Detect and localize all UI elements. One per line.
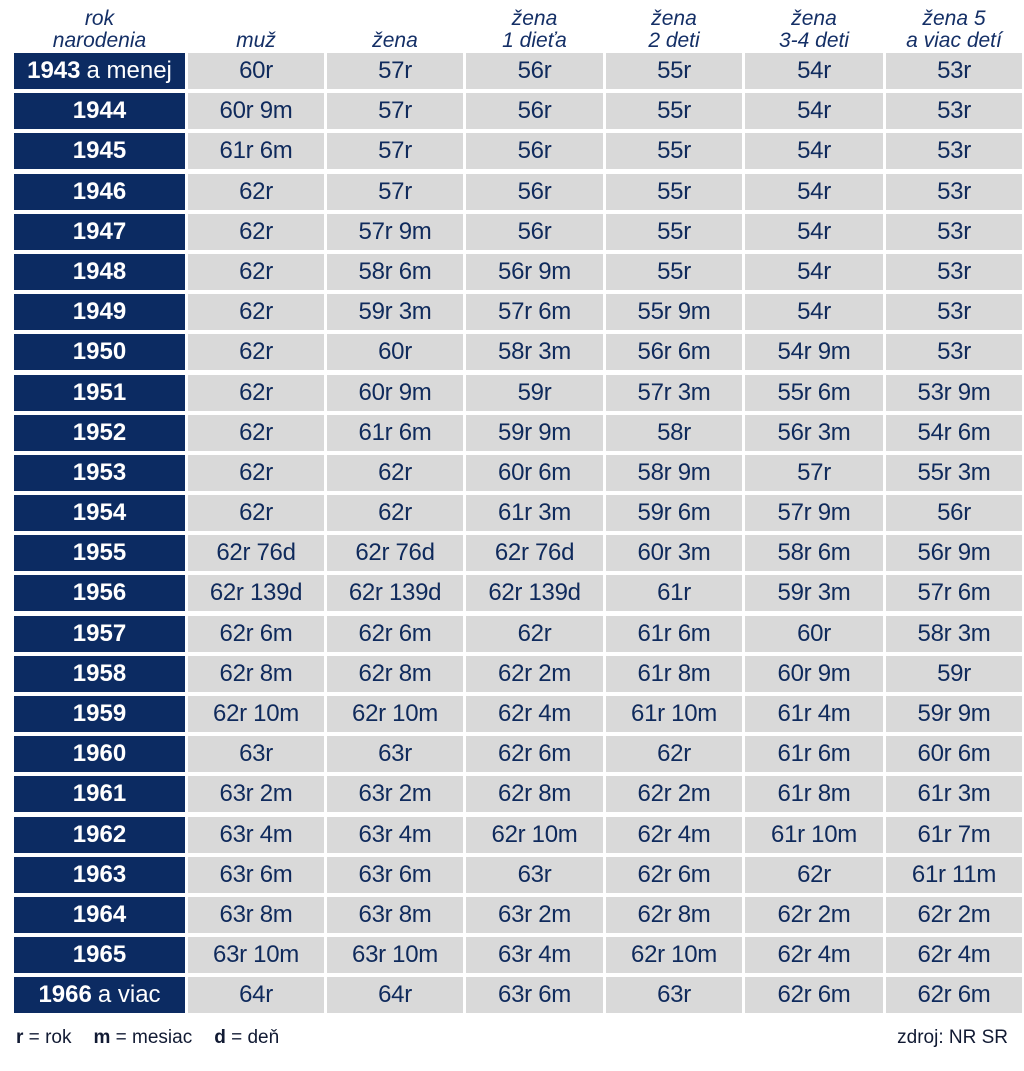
retirement-age-cell: 62r 6m: [188, 616, 324, 652]
retirement-age-cell: 62r: [188, 254, 324, 290]
retirement-age-cell: 62r 10m: [466, 817, 603, 853]
birth-year-cell: [14, 535, 185, 571]
retirement-age-cell: 56r 9m: [886, 535, 1022, 571]
legend-key: m: [93, 1027, 111, 1048]
retirement-age-cell: 62r 10m: [327, 696, 463, 732]
header-woman-1-child: [466, 8, 603, 52]
birth-year: 1962: [72, 820, 127, 848]
retirement-age-cell: 59r: [886, 656, 1022, 692]
retirement-age-cell: 62r 6m: [606, 857, 742, 893]
birth-year: 1945: [72, 137, 127, 165]
header-line: 3-4 deti: [778, 29, 850, 52]
retirement-age-cell: 62r: [188, 174, 324, 210]
retirement-age-cell: 62r 76d: [188, 535, 324, 571]
retirement-age-cell: 63r 4m: [466, 937, 603, 973]
birth-year-cell: [14, 656, 185, 692]
retirement-age-cell: 62r: [188, 334, 324, 370]
retirement-age-cell: 53r: [886, 174, 1022, 210]
retirement-age-cell: 55r 3m: [886, 455, 1022, 491]
birth-year-cell: [14, 857, 185, 893]
birth-year-cell: [14, 977, 185, 1013]
source-note: zdroj: NR SR: [897, 1027, 1008, 1048]
header-line: rok: [84, 7, 115, 30]
legend-label: deň: [247, 1027, 280, 1048]
retirement-age-cell: 59r: [466, 375, 603, 411]
retirement-age-cell: 57r: [327, 93, 463, 129]
birth-year: 1947: [72, 217, 127, 245]
retirement-age-cell: 63r 10m: [327, 937, 463, 973]
retirement-age-cell: 62r 8m: [188, 656, 324, 692]
header-line: narodenia: [52, 29, 147, 52]
retirement-age-cell: 57r: [327, 133, 463, 169]
birth-year: 1944: [72, 97, 127, 125]
retirement-age-cell: 62r 76d: [466, 535, 603, 571]
retirement-age-cell: 61r 3m: [466, 495, 603, 531]
retirement-age-cell: 54r: [745, 214, 883, 250]
header-man: [188, 8, 324, 52]
birth-year-cell: [14, 93, 185, 129]
retirement-age-cell: 61r 6m: [606, 616, 742, 652]
retirement-age-cell: 61r 8m: [606, 656, 742, 692]
retirement-age-cell: 64r: [327, 977, 463, 1013]
retirement-age-cell: 60r: [745, 616, 883, 652]
retirement-age-cell: 61r 8m: [745, 776, 883, 812]
retirement-age-cell: 62r 139d: [188, 575, 324, 611]
legend-separator: =: [225, 1027, 248, 1048]
birth-year: 1949: [72, 298, 127, 326]
retirement-age-cell: 61r 10m: [745, 817, 883, 853]
retirement-age-cell: 56r 3m: [745, 415, 883, 451]
retirement-age-cell: 60r 9m: [188, 93, 324, 129]
retirement-age-cell: 53r 9m: [886, 375, 1022, 411]
birth-year: 1954: [72, 499, 127, 527]
legend-item: [93, 1027, 192, 1048]
legend-separator: =: [23, 1027, 46, 1048]
birth-year: 1956: [72, 579, 127, 607]
retirement-age-cell: 60r 9m: [327, 375, 463, 411]
legend-item: [16, 1027, 71, 1048]
header-line: žena: [651, 7, 697, 30]
retirement-age-cell: 56r: [466, 53, 603, 89]
retirement-age-cell: 54r: [745, 53, 883, 89]
retirement-age-cell: 62r: [188, 455, 324, 491]
birth-year: 1946: [72, 177, 127, 205]
retirement-age-cell: 62r 139d: [466, 575, 603, 611]
retirement-age-cell: 55r 9m: [606, 294, 742, 330]
retirement-age-cell: 62r 2m: [886, 897, 1022, 933]
retirement-age-cell: 62r 8m: [466, 776, 603, 812]
retirement-age-cell: 55r: [606, 254, 742, 290]
retirement-age-cell: 53r: [886, 214, 1022, 250]
retirement-age-cell: 63r: [606, 977, 742, 1013]
retirement-age-cell: 63r 8m: [188, 897, 324, 933]
retirement-age-cell: 54r 6m: [886, 415, 1022, 451]
retirement-age-cell: 62r: [188, 415, 324, 451]
birth-year-cell: [14, 53, 185, 89]
retirement-age-cell: 56r: [466, 133, 603, 169]
retirement-age-cell: 54r: [745, 254, 883, 290]
retirement-age-cell: 62r: [466, 616, 603, 652]
birth-year-cell: [14, 736, 185, 772]
retirement-age-cell: 59r 6m: [606, 495, 742, 531]
retirement-age-cell: 61r 7m: [886, 817, 1022, 853]
legend-label: rok: [45, 1027, 72, 1048]
header-line: 2 deti: [648, 29, 700, 52]
birth-year-cell: [14, 415, 185, 451]
footer: [16, 1025, 1008, 1051]
retirement-age-cell: 58r: [606, 415, 742, 451]
retirement-age-cell: 63r 4m: [327, 817, 463, 853]
retirement-age-cell: 62r: [188, 294, 324, 330]
retirement-age-cell: 59r 3m: [745, 575, 883, 611]
birth-year-cell: [14, 375, 185, 411]
retirement-age-cell: 58r 3m: [466, 334, 603, 370]
retirement-age-cell: 62r 8m: [606, 897, 742, 933]
retirement-age-cell: 54r: [745, 294, 883, 330]
birth-year-cell: [14, 616, 185, 652]
birth-year-cell: [14, 937, 185, 973]
legend-item: [214, 1027, 279, 1048]
retirement-age-cell: 62r 139d: [327, 575, 463, 611]
retirement-age-cell: 60r 6m: [466, 455, 603, 491]
retirement-age-cell: 62r 76d: [327, 535, 463, 571]
retirement-age-cell: 53r: [886, 53, 1022, 89]
retirement-age-cell: 53r: [886, 93, 1022, 129]
retirement-age-cell: 57r 3m: [606, 375, 742, 411]
birth-year-cell: [14, 174, 185, 210]
retirement-age-cell: 62r 6m: [466, 736, 603, 772]
retirement-age-cell: 56r: [886, 495, 1022, 531]
birth-year: 1960: [72, 740, 127, 768]
header-line: a viac detí: [906, 29, 1002, 52]
header-line: muž: [236, 29, 276, 52]
retirement-age-cell: 61r: [606, 575, 742, 611]
birth-year-cell: [14, 334, 185, 370]
retirement-age-cell: 57r 6m: [886, 575, 1022, 611]
retirement-age-cell: 57r: [327, 174, 463, 210]
header-line: žena: [372, 29, 418, 52]
retirement-age-cell: 56r 9m: [466, 254, 603, 290]
retirement-age-cell: 58r 9m: [606, 455, 742, 491]
retirement-age-cell: 62r: [327, 495, 463, 531]
legend-label: mesiac: [132, 1027, 193, 1048]
retirement-age-cell: 55r: [606, 133, 742, 169]
retirement-age-cell: 62r 6m: [886, 977, 1022, 1013]
retirement-age-cell: 63r 2m: [188, 776, 324, 812]
retirement-age-cell: 61r 6m: [745, 736, 883, 772]
birth-year-cell: [14, 254, 185, 290]
retirement-age-cell: 59r 3m: [327, 294, 463, 330]
retirement-age-cell: 63r 8m: [327, 897, 463, 933]
retirement-age-cell: 58r 6m: [327, 254, 463, 290]
birth-year: 1951: [72, 378, 127, 406]
birth-year: 1953: [72, 458, 127, 486]
retirement-age-cell: 55r: [606, 174, 742, 210]
retirement-age-cell: 61r 3m: [886, 776, 1022, 812]
birth-year: 1966: [38, 981, 92, 1009]
retirement-age-cell: 63r 6m: [188, 857, 324, 893]
header-woman-3-4-children: [745, 8, 883, 52]
retirement-age-cell: 54r: [745, 133, 883, 169]
birth-year-cell: [14, 897, 185, 933]
birth-year-cell: [14, 294, 185, 330]
birth-year: 1957: [72, 619, 127, 647]
retirement-age-cell: 62r: [188, 375, 324, 411]
header-line: žena: [791, 7, 837, 30]
header-line: žena 5: [922, 7, 986, 30]
birth-year-cell: [14, 776, 185, 812]
retirement-age-cell: 54r 9m: [745, 334, 883, 370]
retirement-age-cell: 61r 11m: [886, 857, 1022, 893]
retirement-age-cell: 63r 2m: [327, 776, 463, 812]
retirement-age-cell: 62r 10m: [606, 937, 742, 973]
retirement-age-cell: 64r: [188, 977, 324, 1013]
retirement-age-cell: 55r: [606, 93, 742, 129]
retirement-age-cell: 62r 4m: [886, 937, 1022, 973]
retirement-age-cell: 56r: [466, 214, 603, 250]
retirement-age-cell: 63r 2m: [466, 897, 603, 933]
retirement-age-cell: 60r 3m: [606, 535, 742, 571]
header-woman-5-plus-children: [886, 8, 1022, 52]
birth-year: 1965: [72, 941, 127, 969]
birth-year: 1963: [72, 860, 127, 888]
birth-year: 1955: [72, 539, 127, 567]
birth-year-suffix: a menej: [86, 57, 172, 84]
birth-year-cell: [14, 455, 185, 491]
retirement-age-cell: 62r 4m: [606, 817, 742, 853]
retirement-age-cell: 62r 6m: [745, 977, 883, 1013]
birth-year: 1943: [27, 57, 81, 84]
retirement-age-cell: 62r 6m: [327, 616, 463, 652]
retirement-age-cell: 53r: [886, 133, 1022, 169]
retirement-age-cell: 63r: [327, 736, 463, 772]
retirement-age-cell: 54r: [745, 93, 883, 129]
retirement-age-cell: 60r: [188, 53, 324, 89]
retirement-age-cell: 62r 8m: [327, 656, 463, 692]
header-line: 1 dieťa: [502, 29, 567, 52]
birth-year-suffix: a viac: [97, 981, 161, 1009]
retirement-age-cell: 63r 6m: [327, 857, 463, 893]
retirement-age-cell: 59r 9m: [886, 696, 1022, 732]
retirement-age-cell: 63r 6m: [466, 977, 603, 1013]
retirement-age-cell: 62r: [327, 455, 463, 491]
retirement-age-cell: 62r: [188, 495, 324, 531]
retirement-age-cell: 56r: [466, 93, 603, 129]
retirement-age-cell: 53r: [886, 294, 1022, 330]
retirement-age-cell: 61r 6m: [188, 133, 324, 169]
retirement-age-cell: 60r 9m: [745, 656, 883, 692]
retirement-age-cell: 56r 6m: [606, 334, 742, 370]
birth-year: 1948: [72, 257, 127, 285]
header-birth-year: [14, 8, 185, 52]
retirement-age-cell: 57r 9m: [745, 495, 883, 531]
retirement-age-cell: 53r: [886, 254, 1022, 290]
birth-year: 1961: [72, 780, 127, 808]
retirement-age-cell: 54r: [745, 174, 883, 210]
retirement-age-cell: 63r: [188, 736, 324, 772]
birth-year-cell: [14, 495, 185, 531]
retirement-age-cell: 58r 3m: [886, 616, 1022, 652]
retirement-age-cell: 57r: [327, 53, 463, 89]
retirement-age-cell: 61r 6m: [327, 415, 463, 451]
retirement-age-cell: 62r 4m: [745, 937, 883, 973]
retirement-age-cell: 63r 10m: [188, 937, 324, 973]
birth-year-cell: [14, 817, 185, 853]
legend-key: r: [16, 1027, 24, 1048]
retirement-age-cell: 57r 6m: [466, 294, 603, 330]
legend: [16, 1027, 301, 1049]
retirement-age-cell: 57r 9m: [327, 214, 463, 250]
retirement-age-cell: 62r: [188, 214, 324, 250]
retirement-age-cell: 56r: [466, 174, 603, 210]
header-woman: [327, 8, 463, 52]
retirement-age-cell: 60r 6m: [886, 736, 1022, 772]
retirement-age-cell: 61r 4m: [745, 696, 883, 732]
birth-year: 1952: [72, 418, 127, 446]
birth-year: 1958: [72, 659, 127, 687]
birth-year: 1964: [72, 900, 127, 928]
header-woman-2-children: [606, 8, 742, 52]
retirement-age-cell: 55r: [606, 53, 742, 89]
retirement-age-cell: 55r 6m: [745, 375, 883, 411]
legend-key: d: [214, 1027, 226, 1048]
retirement-age-cell: 63r 4m: [188, 817, 324, 853]
retirement-age-cell: 62r: [606, 736, 742, 772]
retirement-age-cell: 62r 4m: [466, 696, 603, 732]
retirement-age-cell: 60r: [327, 334, 463, 370]
birth-year-cell: [14, 696, 185, 732]
retirement-age-cell: 55r: [606, 214, 742, 250]
retirement-age-cell: 62r 2m: [466, 656, 603, 692]
retirement-age-cell: 57r: [745, 455, 883, 491]
birth-year-cell: [14, 214, 185, 250]
retirement-age-cell: 62r 2m: [745, 897, 883, 933]
table-header: [14, 8, 1022, 52]
legend-separator: =: [110, 1027, 133, 1048]
birth-year: 1950: [72, 338, 127, 366]
birth-year-cell: [14, 133, 185, 169]
retirement-age-cell: 63r: [466, 857, 603, 893]
retirement-age-cell: 59r 9m: [466, 415, 603, 451]
retirement-age-table: [14, 53, 1022, 1013]
birth-year-cell: [14, 575, 185, 611]
retirement-age-cell: 62r 10m: [188, 696, 324, 732]
header-line: žena: [511, 7, 558, 30]
retirement-age-cell: 58r 6m: [745, 535, 883, 571]
retirement-age-cell: 62r 2m: [606, 776, 742, 812]
retirement-age-cell: 62r: [745, 857, 883, 893]
retirement-age-cell: 61r 10m: [606, 696, 742, 732]
birth-year: 1959: [72, 700, 127, 727]
retirement-age-cell: 53r: [886, 334, 1022, 370]
